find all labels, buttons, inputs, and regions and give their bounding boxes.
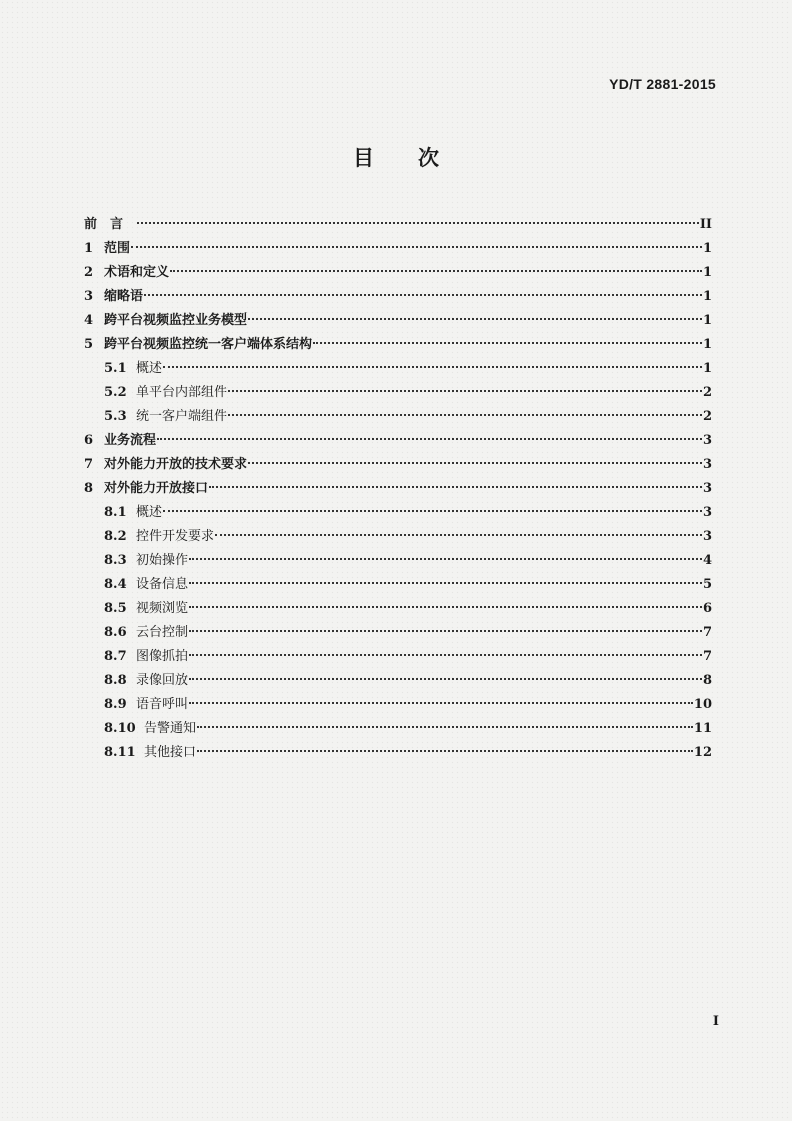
toc-entry-title: 业务流程 — [104, 433, 157, 448]
toc-entry-page: 1 — [702, 265, 712, 280]
dot-leader — [209, 486, 702, 488]
toc-entry-title: 概述 — [136, 505, 163, 520]
toc-entry-title: 范围 — [104, 241, 131, 256]
toc-subentry[interactable] — [84, 381, 712, 405]
toc-subentry[interactable] — [84, 549, 712, 573]
toc-entry-title: 设备信息 — [136, 577, 189, 592]
toc-entry-title: 概述 — [136, 361, 163, 376]
toc-entry-number: 5 — [84, 337, 94, 352]
toc-entry-number: 8.4 — [104, 577, 127, 592]
toc-entry-page: II — [699, 217, 712, 232]
page-title: 目次 — [353, 145, 483, 170]
dot-leader — [131, 246, 702, 248]
toc-subentry[interactable] — [84, 741, 712, 765]
dot-leader — [248, 318, 702, 320]
dot-leader — [189, 702, 693, 704]
toc-entry-page: 5 — [702, 577, 712, 592]
toc-subentry[interactable] — [84, 357, 712, 381]
dot-leader — [189, 630, 702, 632]
toc-subentry[interactable] — [84, 645, 712, 669]
toc-entry-title: 图像抓拍 — [136, 649, 189, 664]
toc-entry[interactable] — [84, 477, 712, 501]
dot-leader — [163, 366, 702, 368]
toc-entry-number: 3 — [84, 289, 94, 304]
toc-entry-number: 1 — [84, 241, 94, 256]
toc-entry-page: 3 — [702, 505, 712, 520]
toc-entry-title: 跨平台视频监控业务模型 — [104, 313, 248, 328]
dot-leader — [189, 654, 702, 656]
toc-entry-number: 8.6 — [104, 625, 127, 640]
toc-entry-number: 2 — [84, 265, 94, 280]
dot-leader — [228, 414, 702, 416]
toc-entry-title: 视频浏览 — [136, 601, 189, 616]
toc-entry-number: 8.7 — [104, 649, 127, 664]
toc-entry-title: 对外能力开放接口 — [104, 481, 209, 496]
toc-entry-title: 单平台内部组件 — [136, 385, 228, 400]
toc-entry[interactable] — [84, 285, 712, 309]
toc-entry-number: 8.8 — [104, 673, 127, 688]
toc-entry-number: 4 — [84, 313, 94, 328]
toc-entry[interactable] — [84, 429, 712, 453]
dot-leader — [313, 342, 702, 344]
toc-entry-page: 6 — [702, 601, 712, 616]
dot-leader — [215, 534, 702, 536]
toc-entry-page: 10 — [693, 697, 712, 712]
toc-entry-page: 1 — [702, 289, 712, 304]
toc-entry-title: 跨平台视频监控统一客户端体系结构 — [104, 337, 313, 352]
toc-subentry[interactable] — [84, 717, 712, 741]
toc-entry-number: 8 — [84, 481, 94, 496]
dot-leader — [137, 222, 699, 224]
toc-entry-page: 1 — [702, 313, 712, 328]
toc-entry-number: 5.3 — [104, 409, 127, 424]
toc-entry-title: 初始操作 — [136, 553, 189, 568]
toc-entry-number: 8.2 — [104, 529, 127, 544]
toc-entry[interactable] — [84, 333, 712, 357]
toc-entry-page: 7 — [702, 625, 712, 640]
toc-entry-page: 3 — [702, 529, 712, 544]
toc-subentry[interactable] — [84, 621, 712, 645]
toc-entry-title: 缩略语 — [104, 289, 144, 304]
toc-entry-number: 8.5 — [104, 601, 127, 616]
toc-entry-title: 前言 — [84, 217, 137, 232]
toc-entry-page: 3 — [702, 457, 712, 472]
toc-entry-title: 录像回放 — [136, 673, 189, 688]
toc-entry-title: 云台控制 — [136, 625, 189, 640]
toc-entry-page: 2 — [702, 409, 712, 424]
toc-entry-page: 7 — [702, 649, 712, 664]
toc-subentry[interactable] — [84, 597, 712, 621]
toc-entry-page: 1 — [702, 241, 712, 256]
toc-entry-title: 统一客户端组件 — [136, 409, 228, 424]
toc-subentry[interactable] — [84, 405, 712, 429]
toc-entry-title: 对外能力开放的技术要求 — [104, 457, 248, 472]
toc-entry-page: 2 — [702, 385, 712, 400]
dot-leader — [163, 510, 702, 512]
standard-code: YD/T 2881-2015 — [609, 76, 716, 92]
page-number: I — [712, 1014, 719, 1029]
toc-entry[interactable] — [84, 309, 712, 333]
toc-entry-page: 3 — [702, 433, 712, 448]
toc-entry-page: 1 — [702, 361, 712, 376]
dot-leader — [189, 678, 702, 680]
toc-subentry[interactable] — [84, 525, 712, 549]
toc-entry-number: 8.10 — [104, 721, 136, 736]
toc-entry-page: 8 — [702, 673, 712, 688]
dot-leader — [197, 750, 693, 752]
dot-leader — [197, 726, 693, 728]
dot-leader — [189, 558, 702, 560]
toc-entry[interactable] — [84, 237, 712, 261]
toc-entry-number: 5.2 — [104, 385, 127, 400]
toc-entry-foreword[interactable] — [84, 213, 712, 237]
toc-entry-number: 8.11 — [104, 745, 136, 760]
dot-leader — [170, 270, 702, 272]
table-of-contents — [84, 213, 712, 765]
toc-entry-page: 1 — [702, 337, 712, 352]
toc-entry-number: 5.1 — [104, 361, 127, 376]
toc-subentry[interactable] — [84, 501, 712, 525]
dot-leader — [189, 582, 702, 584]
toc-entry[interactable] — [84, 453, 712, 477]
dot-leader — [248, 462, 702, 464]
toc-entry-title: 控件开发要求 — [136, 529, 215, 544]
toc-entry-page: 11 — [693, 721, 712, 736]
dot-leader — [144, 294, 702, 296]
toc-entry-number: 7 — [84, 457, 94, 472]
dot-leader — [228, 390, 702, 392]
toc-entry-title: 其他接口 — [144, 745, 197, 760]
toc-entry-page: 4 — [702, 553, 712, 568]
toc-entry-number: 8.3 — [104, 553, 127, 568]
toc-entry-title: 告警通知 — [144, 721, 197, 736]
toc-entry-number: 8.1 — [104, 505, 127, 520]
dot-leader — [189, 606, 702, 608]
toc-subentry[interactable] — [84, 573, 712, 597]
toc-entry-number: 6 — [84, 433, 94, 448]
toc-entry-number: 8.9 — [104, 697, 127, 712]
toc-entry-page: 12 — [693, 745, 712, 760]
toc-entry-title: 语音呼叫 — [136, 697, 189, 712]
toc-entry-title: 术语和定义 — [104, 265, 170, 280]
dot-leader — [157, 438, 702, 440]
toc-subentry[interactable] — [84, 669, 712, 693]
toc-entry[interactable] — [84, 261, 712, 285]
toc-entry-page: 3 — [702, 481, 712, 496]
toc-subentry[interactable] — [84, 693, 712, 717]
